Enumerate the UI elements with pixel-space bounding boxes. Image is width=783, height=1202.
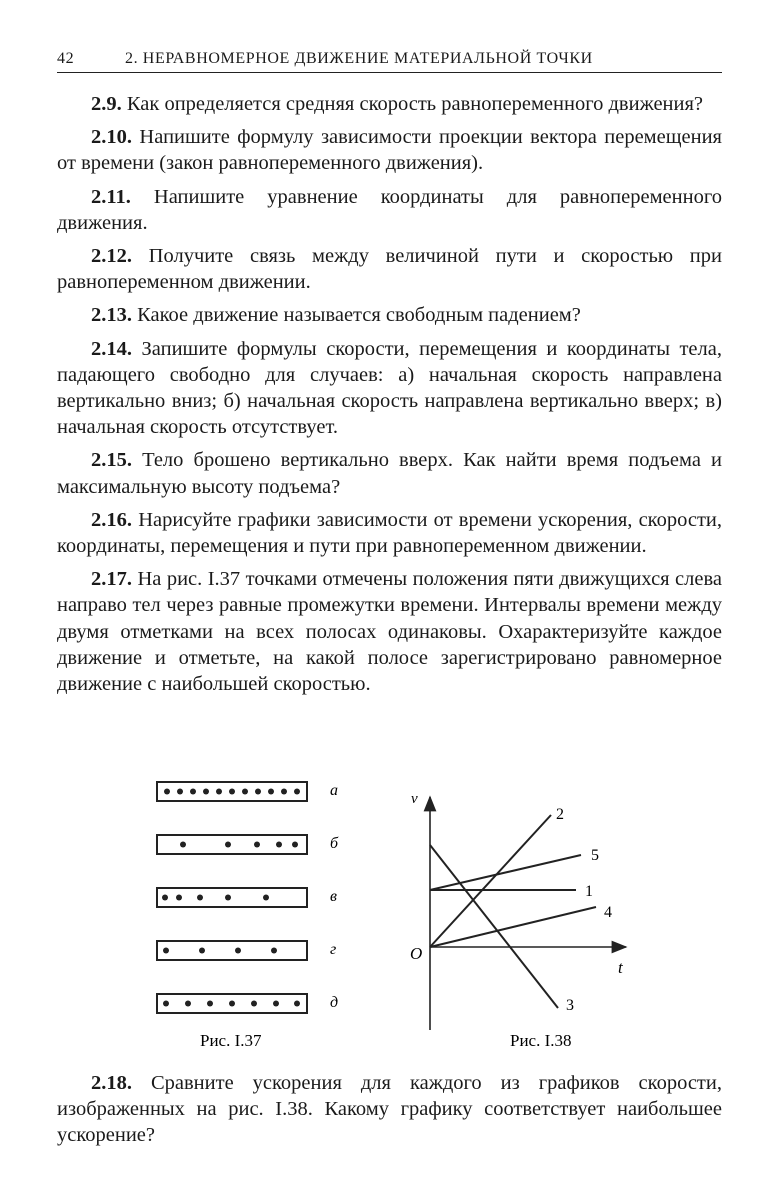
question-number: 2.16.: [91, 508, 132, 531]
line-label-3: 3: [566, 997, 574, 1014]
axis-label-t: t: [618, 958, 623, 977]
question-2-9: [57, 91, 722, 117]
graph-line-2: [430, 815, 551, 947]
line-label-5: 5: [591, 847, 599, 864]
question-2-16: [57, 507, 722, 559]
question-text: Напишите уравнение координаты для равнопеременного движения.: [57, 185, 722, 234]
question-text: Как определяется средняя скорость равнопеременного движения?: [121, 93, 704, 115]
question-text: Нарисуйте графики зависимости от времени ускорения, скорости, координаты, перемещения и пути при равнопеременном движении.: [57, 508, 722, 558]
strip-g: [157, 941, 336, 960]
question-text: Запишите формулы скорости, перемещения и координаты тела, падающего свободно для случаев: а) начальная скорость направлена вертикально вниз; б) начальная скорость направлена вертикально вверх; в) начальная скорость отсутствует.: [57, 337, 722, 439]
chapter-title: 2. НЕРАВНОМЕРНОЕ ДВИЖЕНИЕ МАТЕРИАЛЬНОЙ ТОЧКИ: [125, 50, 593, 67]
question-2-12: [57, 243, 722, 295]
question-2-18: [57, 1070, 722, 1149]
figure-1-37: [150, 775, 360, 1055]
question-number: 2.13.: [91, 304, 132, 327]
question-number: 2.12.: [91, 245, 132, 268]
question-number: 2.9.: [91, 93, 122, 115]
question-2-17: [57, 566, 722, 697]
question-text: Какое движение называется свободным падением?: [132, 304, 581, 327]
question-2-10: [57, 124, 722, 176]
question-2-11: [57, 184, 722, 236]
question-number: 2.18.: [91, 1072, 132, 1094]
question-number: 2.15.: [91, 449, 132, 472]
strip-label-d: д: [330, 994, 339, 1011]
figure-caption: Рис. I.38: [510, 1031, 572, 1050]
origin-label: O: [410, 944, 423, 963]
page-number: 42: [57, 50, 75, 67]
figure-1-38: [398, 785, 648, 1055]
question-number: 2.14.: [91, 337, 132, 360]
question-text: Напишите формулу зависимости проекции вектора перемещения от времени (закон равнопеременного движения).: [57, 126, 722, 175]
question-text: На рис. I.37 точками отмечены положения пяти движущихся слева направо тел через равные промежутки времени. Интервалы времени между двумя отметками на всех полосах одинаковы. Охарактеризуйте каждое движение и отметьте, на какой полосе зарегистрировано равномерное движение с наибольшей скоростью.: [57, 568, 722, 696]
question-number: 2.17.: [91, 568, 132, 591]
running-header: [57, 46, 722, 73]
strip-v: [157, 888, 337, 907]
graph-line-4: [430, 907, 596, 947]
questions-block: [57, 91, 722, 704]
strip-label-b: б: [330, 835, 339, 852]
question-text: Получите связь между величиной пути и скоростью при равнопеременном движении.: [57, 245, 722, 294]
question-2-13: [57, 302, 722, 328]
strip-label-a: а: [330, 782, 338, 799]
strip-label-g: г: [330, 941, 337, 958]
strip-d: [157, 994, 338, 1013]
strip-b: [157, 835, 339, 854]
question-number: 2.11.: [91, 185, 131, 208]
figure-caption: Рис. I.37: [200, 1031, 262, 1050]
question-number: 2.10.: [91, 126, 132, 149]
question-2-15: [57, 447, 722, 499]
question-text: Тело брошено вертикально вверх. Как найти время подъема и максимальную высоту подъема?: [57, 449, 722, 498]
line-label-4: 4: [604, 904, 612, 921]
strip-label-v: в: [330, 888, 337, 905]
strip-a: [157, 782, 338, 801]
question-2-14: [57, 336, 722, 441]
axis-label-v: v: [411, 791, 418, 807]
question-text: Сравните ускорения для каждого из графиков скорости, изображенных на рис. I.38. Какому графику соответствует наибольшее ускорение?: [57, 1072, 722, 1147]
line-label-1: 1: [585, 883, 593, 900]
line-label-2: 2: [556, 806, 564, 823]
